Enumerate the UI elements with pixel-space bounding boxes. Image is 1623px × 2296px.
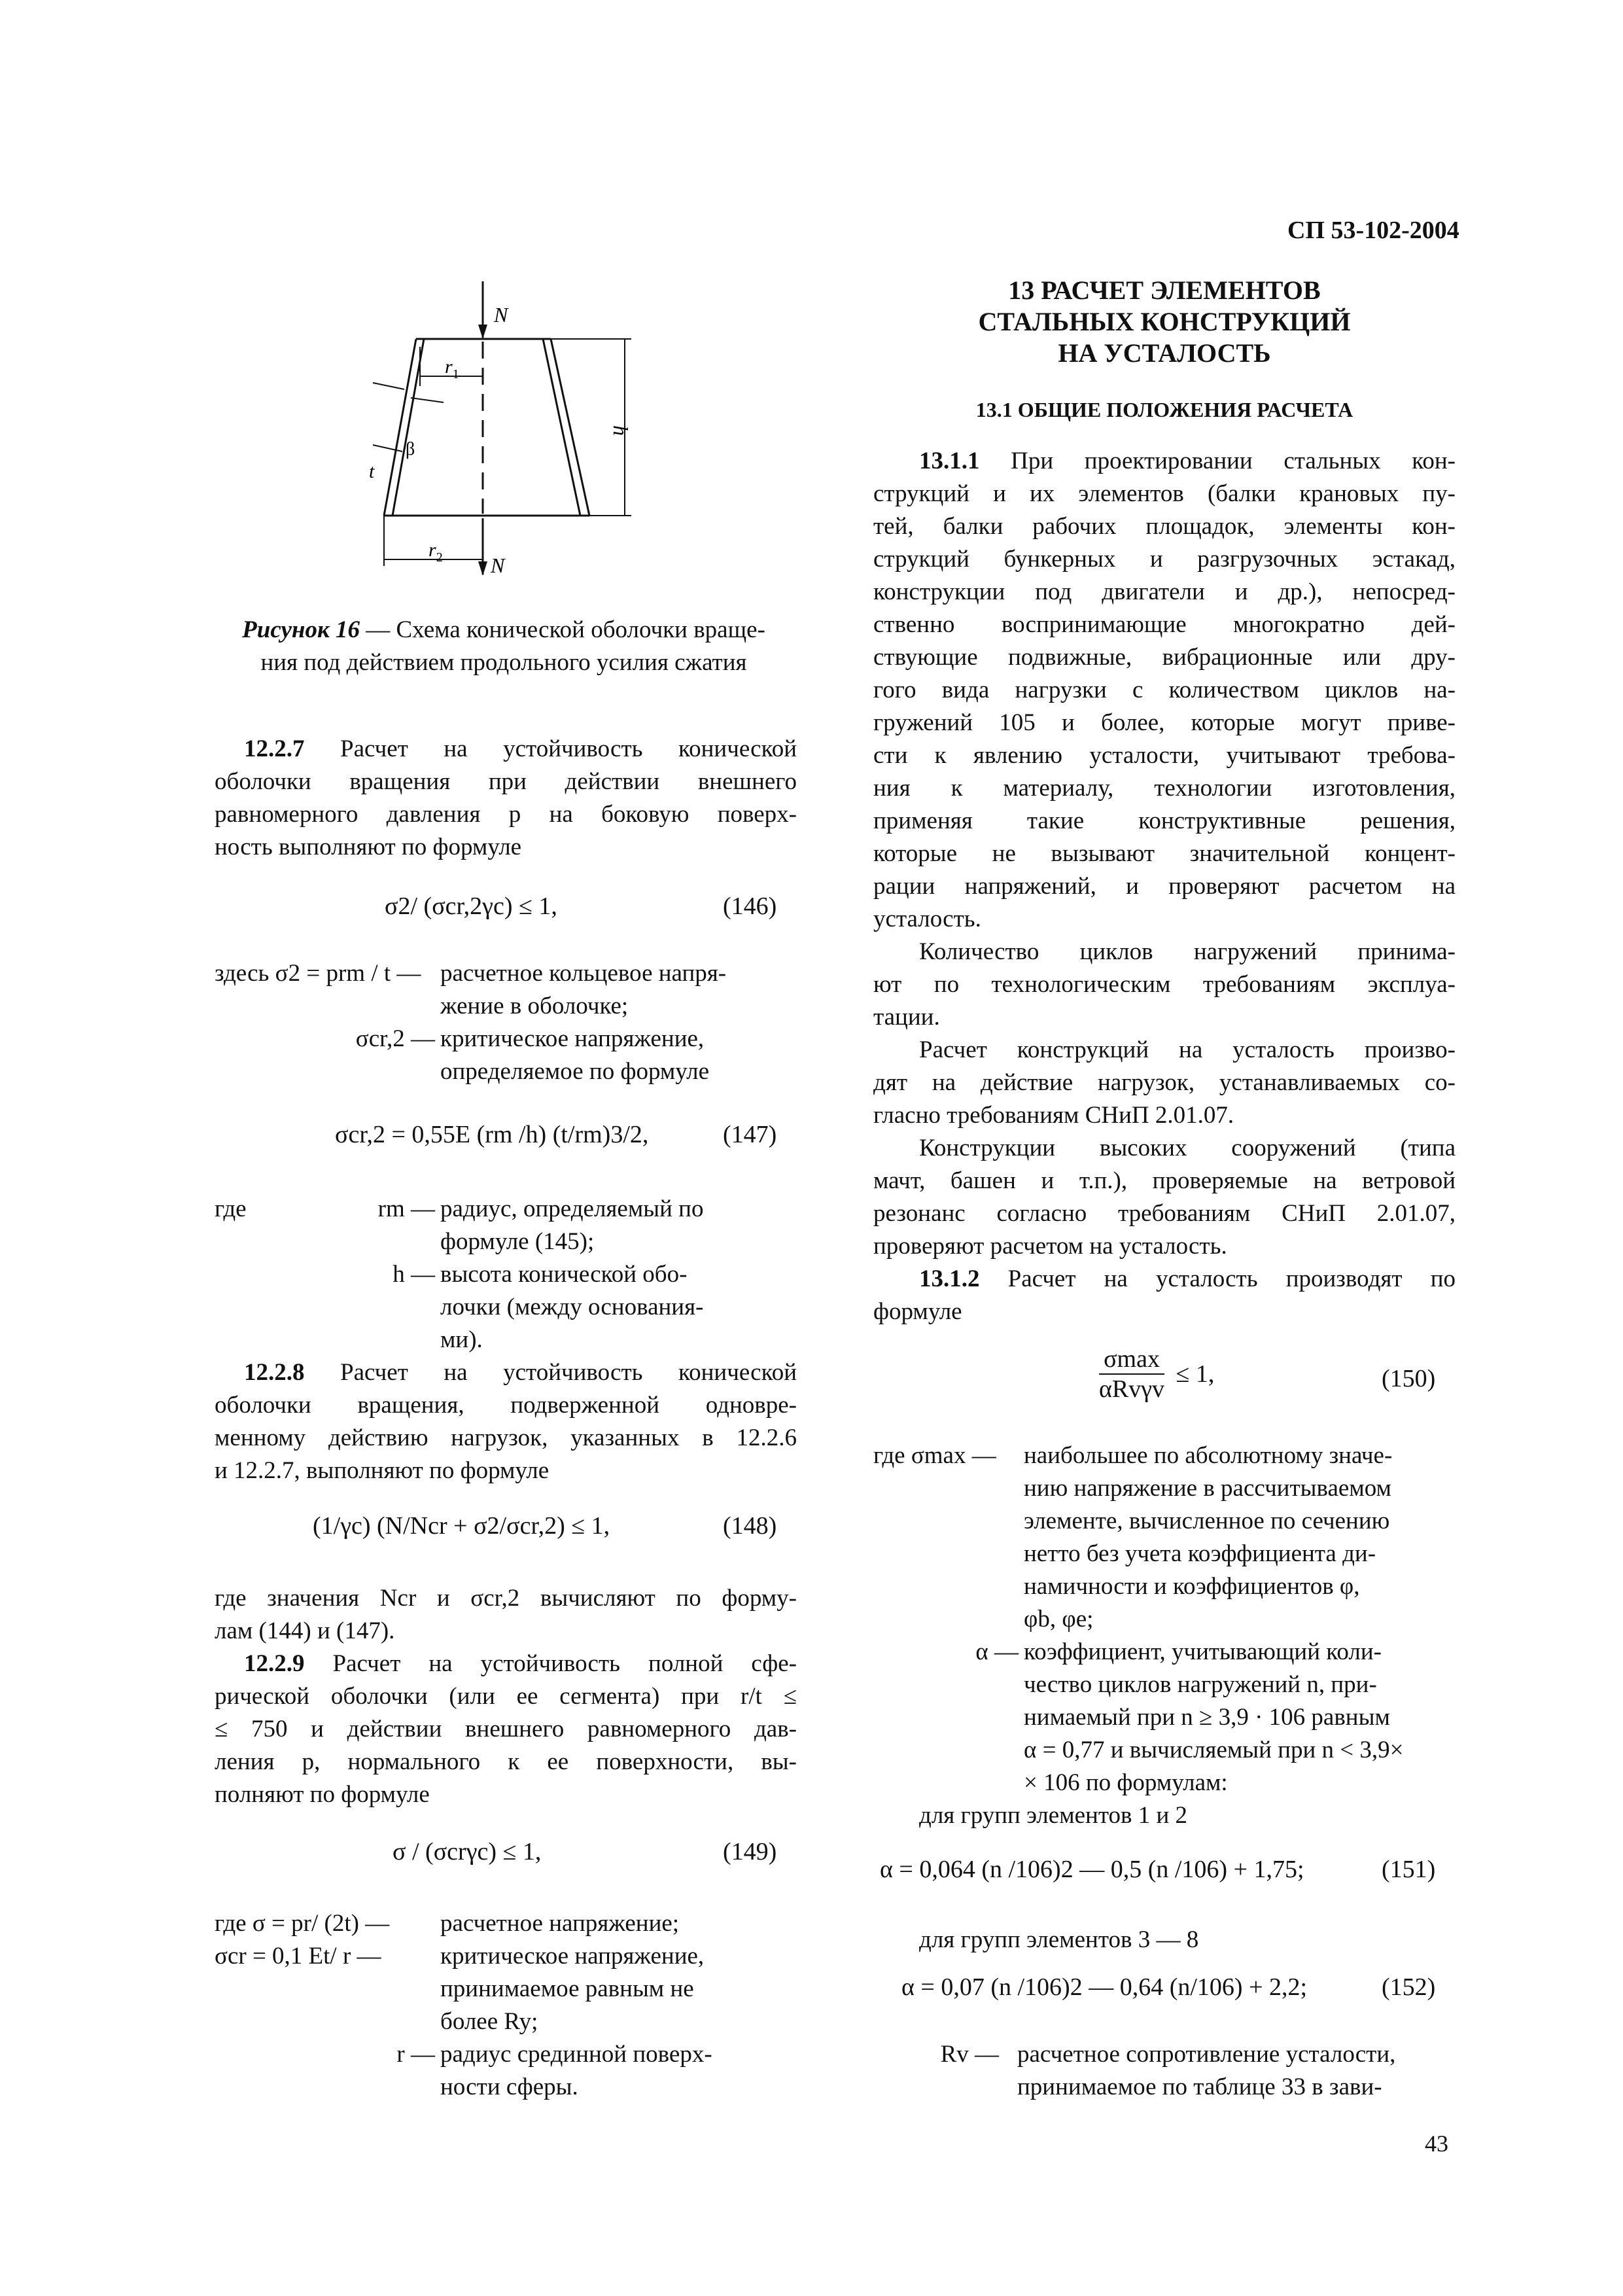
text-line: струкций и их элементов (балки крановых пу- xyxy=(873,480,1456,507)
section-title-line: 13 РАСЧЕТ ЭЛЕМЕНТОВ xyxy=(1008,275,1321,305)
equation-148: (1/γc) (N/Ncr + σ2/σcr,2) ≤ 1, xyxy=(313,1512,610,1540)
text-line: формуле xyxy=(873,1298,962,1325)
definition-alpha xyxy=(873,1636,1456,1799)
definition-rm xyxy=(215,1193,797,1258)
text-line: проверяют расчетом на усталость. xyxy=(873,1233,1227,1260)
text-line: тей, балки рабочих площадок, элементы кон- xyxy=(873,513,1456,540)
definition-text: критическое напряжение, xyxy=(440,1025,705,1052)
definition-symbol: σcr,2 — xyxy=(355,1025,435,1052)
definition-sigma xyxy=(215,1907,797,1940)
text-line: рации напряжений, и проверяют расчетом на xyxy=(873,873,1456,900)
text-line: гласно требованиям СНиП 2.01.07. xyxy=(873,1102,1234,1129)
text-line: равномерного давления p на боковую поверх- xyxy=(215,801,797,828)
text-line: конструкции под двигатели и др.), непосред- xyxy=(873,578,1456,605)
definition-text: намичности и коэффициентов φ, xyxy=(1024,1573,1360,1600)
definition-sigma2 xyxy=(215,957,797,1023)
definition-text: критическое напряжение, xyxy=(440,1943,705,1969)
definition-symbol: α — xyxy=(975,1638,1019,1665)
definition-sigma-cr xyxy=(215,1940,797,2038)
eq150-rhs: ≤ 1, xyxy=(1176,1360,1215,1388)
definition-text: расчетное кольцевое напря- xyxy=(440,960,727,987)
text-line: тации. xyxy=(873,1004,940,1031)
text-line: дят на действие нагрузок, устанавливаемых со- xyxy=(873,1069,1456,1096)
axial-force-bottom-arrow xyxy=(478,518,487,576)
section-title-line: СТАЛЬНЫХ КОНСТРУКЦИЙ xyxy=(978,307,1351,336)
definition-text: расчетное напряжение; xyxy=(440,1910,680,1937)
text-line: ления p, нормального к ее поверхности, вы- xyxy=(215,1748,797,1775)
definition-text: ми). xyxy=(440,1326,483,1353)
paragraph-12-2-7 xyxy=(215,733,797,864)
figure-caption-label: Рисунок 16 xyxy=(242,616,360,643)
definition-sigma-max xyxy=(873,1439,1456,1636)
definition-text: нимаемый при n ≥ 3,9 · 106 равным xyxy=(1024,1704,1390,1731)
equation-151: α = 0,064 (n /106)2 — 0,5 (n /106) + 1,75; xyxy=(880,1856,1304,1883)
equation-152: α = 0,07 (n /106)2 — 0,64 (n/106) + 2,2; xyxy=(901,1973,1308,2001)
clause-number-12-2-8: 12.2.8 xyxy=(244,1359,305,1386)
definition-symbol: где σmax — xyxy=(873,1442,996,1469)
shell-walls xyxy=(384,339,589,516)
definition-symbol: σcr = 0,1 Et/ r — xyxy=(215,1943,381,1969)
definition-text: лочки (между основания- xyxy=(440,1294,704,1320)
text-line: где значения Ncr и σcr,2 вычисляют по форму- xyxy=(215,1585,797,1612)
document-code: СП 53-102-2004 xyxy=(1287,217,1459,244)
definition-text: принимаемое равным не xyxy=(440,1975,694,2002)
text-line: Расчет на устойчивость конической xyxy=(304,1359,797,1386)
paragraph-12-2-8 xyxy=(215,1356,797,1487)
label-r1: $r_1$ xyxy=(445,356,459,381)
text-line: мачт, башен и т.п.), проверяемые на ветровой xyxy=(873,1167,1456,1194)
text-line: лам (144) и (147). xyxy=(215,1617,395,1644)
label-h: h xyxy=(609,425,633,436)
section-title-line: НА УСТАЛОСТЬ xyxy=(1058,338,1271,368)
paragraph-13-1-1 xyxy=(873,445,1456,1328)
axial-force-top-arrow xyxy=(478,281,487,339)
equation-number-147: (147) xyxy=(723,1121,777,1148)
equation-number-152: (152) xyxy=(1382,1973,1436,2001)
equation-150 xyxy=(1099,1345,1214,1404)
text-line: гружений 105 и более, которые могут приве- xyxy=(873,709,1456,736)
text-line: Расчет конструкций на усталость произво- xyxy=(919,1036,1456,1063)
text-line: которые не вызывают значительной концент- xyxy=(873,840,1456,867)
groups-1-2-label: для групп элементов 1 и 2 xyxy=(919,1802,1188,1829)
text-line: менному действию нагрузок, указанных в 12.2.6 xyxy=(215,1424,797,1451)
figure-caption xyxy=(216,614,792,679)
definition-text: радиус срединной поверх- xyxy=(440,2041,712,2068)
text-line: оболочки вращения при действии внешнего xyxy=(215,768,797,795)
definition-r xyxy=(215,2038,797,2104)
equation-149: σ / (σcrγc) ≤ 1, xyxy=(393,1838,542,1865)
text-line: Расчет на устойчивость конической xyxy=(304,735,797,762)
definition-h xyxy=(215,1258,797,1356)
section-title xyxy=(873,275,1456,369)
definition-symbol: h — xyxy=(393,1261,435,1288)
text-line: ственно воспринимающие многократно дей- xyxy=(873,611,1456,638)
definition-text: наибольшее по абсолютному значе- xyxy=(1024,1442,1393,1469)
equation-number-151: (151) xyxy=(1382,1856,1436,1883)
where-word: где xyxy=(215,1195,247,1222)
equation-number-146: (146) xyxy=(723,892,777,920)
equation-number-149: (149) xyxy=(723,1838,777,1865)
text-line: рической оболочки (или ее сегмента) при r/t ≤ xyxy=(215,1683,797,1710)
definition-text: × 106 по формулам: xyxy=(1024,1769,1228,1796)
definition-text: радиус, определяемый по xyxy=(440,1195,704,1222)
clause-number-12-2-7: 12.2.7 xyxy=(244,735,305,762)
definition-symbol: Rv — xyxy=(940,2041,999,2068)
definition-sigma-cr2 xyxy=(215,1023,797,1088)
page-number: 43 xyxy=(1425,2130,1448,2157)
text-line: усталость. xyxy=(873,906,981,932)
definition-text: нию напряжение в рассчитываемом xyxy=(1024,1475,1391,1502)
definition-text: нетто без учета коэффициента ди- xyxy=(1024,1540,1376,1567)
text-line: применяя такие конструктивные решения, xyxy=(873,807,1456,834)
text-line: ≤ 750 и действии внешнего равномерного дав- xyxy=(215,1716,797,1742)
label-t: t xyxy=(369,461,375,482)
definition-text: определяемое по формуле xyxy=(440,1058,710,1085)
groups-3-8-label: для групп элементов 3 — 8 xyxy=(919,1926,1199,1953)
text-line: резонанс согласно требованиям СНиП 2.01.07, xyxy=(873,1200,1456,1227)
text-line: и 12.2.7, выполняют по формуле xyxy=(215,1457,550,1484)
figure-caption-text-1: — Схема конической оболочки враще- xyxy=(359,616,765,643)
definition-text: чество циклов нагружений n, при- xyxy=(1024,1671,1377,1698)
definition-text: α = 0,77 и вычисляемый при n < 3,9× xyxy=(1024,1737,1404,1763)
text-line: ствующие подвижные, вибрационные или дру- xyxy=(873,644,1456,671)
definition-symbol: здесь σ2 = prm / t — xyxy=(215,960,421,987)
text-line: Расчет на усталость производят по xyxy=(979,1265,1456,1292)
text-line: оболочки вращения, подверженной одновре- xyxy=(215,1392,797,1419)
eq150-denominator: αRvγv xyxy=(1099,1375,1165,1403)
definition-text: ности сферы. xyxy=(440,2074,578,2100)
text-line: Конструкции высоких сооружений (типа xyxy=(919,1135,1456,1161)
figure-conical-shell xyxy=(366,281,641,589)
definition-text: жение в оболочке; xyxy=(440,993,629,1019)
text-line: ют по технологическим требованиям эксплуа- xyxy=(873,971,1456,998)
clause-number-13-1-2: 13.1.2 xyxy=(919,1265,980,1292)
text-line: Расчет на устойчивость полной сфе- xyxy=(304,1650,797,1677)
clause-number-12-2-9: 12.2.9 xyxy=(244,1650,305,1677)
eq150-numerator: σmax xyxy=(1099,1345,1164,1375)
definition-text: элементе, вычисленное по сечению xyxy=(1024,1508,1390,1534)
equation-number-148: (148) xyxy=(723,1512,777,1540)
definition-text: коэффициент, учитывающий коли- xyxy=(1024,1638,1382,1665)
text-line: ность выполняют по формуле xyxy=(215,834,522,860)
definition-text: более Ry; xyxy=(440,2008,538,2035)
equation-147: σcr,2 = 0,55E (rm /h) (t/rm)3/2, xyxy=(335,1121,649,1148)
text-line: сти к явлению усталости, учитывают требова- xyxy=(873,742,1456,769)
definition-text: высота конической обо- xyxy=(440,1261,688,1288)
equation-number-150: (150) xyxy=(1382,1365,1436,1392)
text-line: ния к материалу, технологии изготовления, xyxy=(873,775,1456,802)
label-n-bottom: N xyxy=(491,554,505,577)
label-beta: β xyxy=(406,439,415,459)
definition-rv xyxy=(873,2038,1456,2104)
paragraph-after-148 xyxy=(215,1582,797,1648)
definition-text: расчетное сопротивление усталости, xyxy=(1017,2041,1396,2068)
definition-symbol: где σ = pr/ (2t) — xyxy=(215,1910,390,1937)
definition-text: принимаемое по таблице 33 в зави- xyxy=(1017,2074,1382,2100)
label-n-top: N xyxy=(494,303,508,327)
subsection-title: 13.1 ОБЩИЕ ПОЛОЖЕНИЯ РАСЧЕТА xyxy=(975,398,1353,421)
definition-text: формуле (145); xyxy=(440,1228,595,1255)
definition-symbol: rm — xyxy=(377,1195,435,1222)
text-line: При проектировании стальных кон- xyxy=(979,448,1456,474)
text-line: полняют по формуле xyxy=(215,1781,430,1808)
text-line: струкций бункерных и разгрузочных эстакад, xyxy=(873,546,1456,573)
figure-caption-text-2: ния под действием продольного усилия сжатия xyxy=(260,649,747,676)
text-line: Количество циклов нагружений принима- xyxy=(919,938,1456,965)
definition-symbol: r — xyxy=(396,2041,435,2068)
paragraph-12-2-9 xyxy=(215,1648,797,1811)
equation-146: σ2/ (σcr,2γc) ≤ 1, xyxy=(385,892,557,920)
clause-number-13-1-1: 13.1.1 xyxy=(919,448,980,474)
definition-text: φb, φe; xyxy=(1024,1606,1094,1633)
label-r2: $r_2$ xyxy=(428,539,443,565)
text-line: гого вида нагрузки с количеством циклов на- xyxy=(873,677,1456,703)
